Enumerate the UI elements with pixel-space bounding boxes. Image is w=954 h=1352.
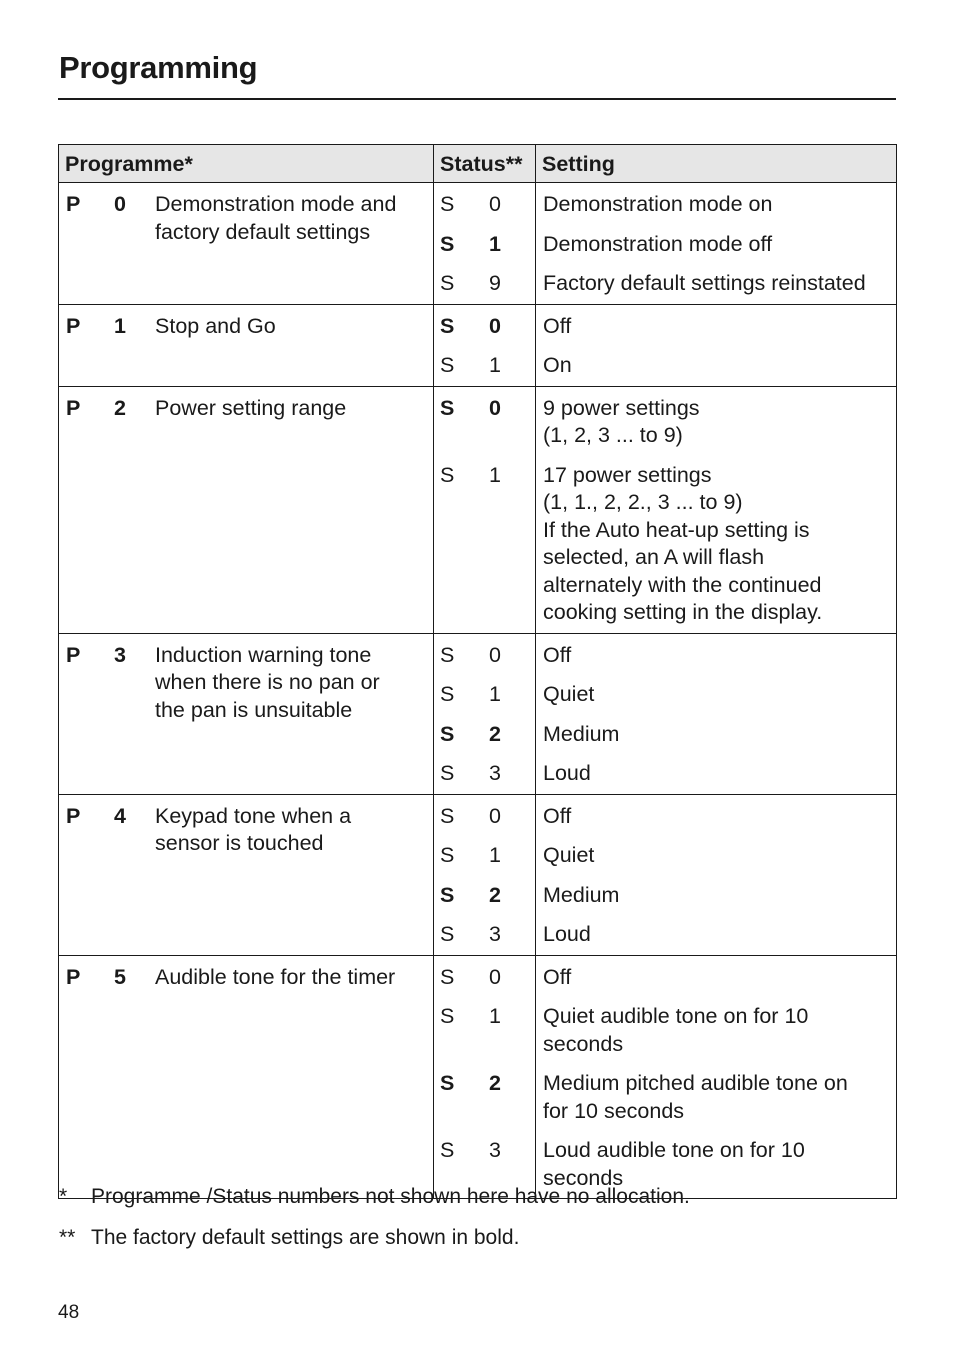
setting-line: Quiet audible tone on for 10 <box>543 1004 809 1028</box>
status-letter: S <box>440 803 455 828</box>
status-entry <box>440 721 535 749</box>
programme-description <box>155 313 427 341</box>
page-number: 48 <box>58 1302 80 1323</box>
setting-entry <box>543 1070 890 1125</box>
status-letter: S <box>440 682 455 706</box>
programme-number: 1 <box>114 313 126 338</box>
setting-entry <box>543 760 890 788</box>
setting-entry <box>543 842 890 870</box>
description-line: factory default settings <box>155 219 371 244</box>
setting-cell <box>536 183 897 305</box>
programme-number: 3 <box>114 642 126 667</box>
status-letter: S <box>440 1138 455 1162</box>
setting-line: Demonstration mode on <box>543 192 773 216</box>
setting-line: for 10 seconds <box>543 1098 685 1123</box>
table-row <box>59 183 897 305</box>
status-letter: S <box>440 395 455 420</box>
status-number: 3 <box>489 1138 501 1162</box>
setting-line: (1, 2, 3 ... to 9) <box>543 423 683 447</box>
programme-letter: P <box>66 642 81 667</box>
status-entry <box>440 191 535 219</box>
setting-line: selected, an A will flash <box>543 545 765 569</box>
description-line: the pan is unsuitable <box>155 697 353 722</box>
table-row <box>59 955 897 1199</box>
status-entry <box>440 642 535 670</box>
programme-cell <box>59 386 434 633</box>
status-cell <box>434 794 536 955</box>
status-entry <box>440 964 535 992</box>
description-line: Demonstration mode and <box>155 192 397 216</box>
description-line: Power setting range <box>155 395 347 420</box>
setting-entry <box>543 681 890 709</box>
status-letter: S <box>440 964 455 989</box>
programme-letter: P <box>66 964 81 989</box>
setting-line: Loud audible tone on for 10 <box>543 1138 805 1162</box>
programming-table <box>58 144 897 1199</box>
footnote-2-text: The factory default settings are shown in bold. <box>91 1226 520 1249</box>
setting-line: 17 power settings <box>543 462 712 487</box>
title-rule <box>58 98 896 100</box>
status-number: 0 <box>489 964 501 989</box>
description-line: Stop and Go <box>155 313 276 338</box>
setting-line: Off <box>543 964 572 989</box>
setting-line: Medium pitched audible tone on <box>543 1071 848 1095</box>
programme-number: 4 <box>114 803 126 828</box>
table-body <box>59 183 897 1199</box>
programme-description <box>155 964 427 992</box>
setting-line: seconds <box>543 1165 624 1190</box>
status-entry <box>440 1003 535 1058</box>
setting-entry <box>543 882 890 910</box>
description-line: Audible tone for the timer <box>155 964 396 989</box>
footnote-1-marker: * <box>59 1185 68 1208</box>
status-number: 0 <box>489 803 501 828</box>
status-letter: S <box>440 462 455 487</box>
status-letter: S <box>440 1071 455 1095</box>
programme-number: 2 <box>114 395 126 420</box>
header-setting: Setting <box>536 145 897 183</box>
programme-letter: P <box>66 192 81 216</box>
status-number: 0 <box>489 192 501 216</box>
programme-cell <box>59 304 434 386</box>
status-letter: S <box>440 761 455 785</box>
status-number: 0 <box>489 395 501 420</box>
status-number: 1 <box>489 231 501 256</box>
table-row <box>59 386 897 633</box>
setting-line: If the Auto heat-up setting is <box>543 517 810 542</box>
programme-number: 0 <box>114 192 126 216</box>
setting-line: Loud <box>543 761 591 785</box>
status-entry <box>440 270 535 298</box>
setting-entry <box>543 803 890 831</box>
status-letter: S <box>440 313 455 338</box>
setting-line: 9 power settings <box>543 395 700 420</box>
header-status: Status** <box>434 145 536 183</box>
table-row <box>59 633 897 794</box>
setting-entry <box>543 721 890 749</box>
header-programme: Programme* <box>59 145 434 183</box>
status-number: 0 <box>489 313 501 338</box>
status-number: 2 <box>489 1071 501 1095</box>
status-letter: S <box>440 192 455 216</box>
setting-line: Loud <box>543 922 591 946</box>
setting-entry <box>543 352 890 380</box>
status-entry <box>440 395 535 450</box>
setting-line: Demonstration mode off <box>543 231 773 256</box>
programme-cell <box>59 794 434 955</box>
page-title: Programming <box>59 50 258 85</box>
status-entry <box>440 681 535 709</box>
status-number: 2 <box>489 721 501 746</box>
status-entry <box>440 313 535 341</box>
status-letter: S <box>440 353 455 377</box>
setting-line: Quiet <box>543 682 595 706</box>
programme-description <box>155 395 427 423</box>
programme-cell <box>59 183 434 305</box>
programme-description <box>155 642 427 725</box>
status-letter: S <box>440 271 455 295</box>
status-cell <box>434 304 536 386</box>
status-entry <box>440 352 535 380</box>
setting-line: Off <box>543 803 572 828</box>
table-header-row <box>59 145 897 183</box>
status-number: 2 <box>489 882 501 907</box>
setting-cell <box>536 386 897 633</box>
status-letter: S <box>440 1004 455 1028</box>
setting-entry <box>543 231 890 259</box>
status-number: 0 <box>489 642 501 667</box>
status-number: 9 <box>489 271 501 295</box>
description-line: when there is no pan or <box>155 670 380 694</box>
setting-entry <box>543 270 890 298</box>
programme-cell <box>59 955 434 1199</box>
status-number: 1 <box>489 843 501 867</box>
programme-letter: P <box>66 313 81 338</box>
programme-number: 5 <box>114 964 126 989</box>
programme-letter: P <box>66 803 81 828</box>
programme-cell <box>59 633 434 794</box>
setting-entry <box>543 313 890 341</box>
setting-line: seconds <box>543 1031 624 1056</box>
description-line: Induction warning tone <box>155 642 372 667</box>
status-letter: S <box>440 721 455 746</box>
status-number: 1 <box>489 1004 501 1028</box>
description-line: sensor is touched <box>155 831 324 855</box>
setting-entry <box>543 191 890 219</box>
status-entry <box>440 803 535 831</box>
setting-line: On <box>543 353 572 377</box>
status-entry <box>440 842 535 870</box>
status-cell <box>434 633 536 794</box>
status-cell <box>434 183 536 305</box>
programme-description <box>155 191 427 246</box>
status-entry <box>440 462 535 627</box>
setting-entry <box>543 395 890 450</box>
programme-description <box>155 803 427 858</box>
setting-cell <box>536 794 897 955</box>
setting-line: Quiet <box>543 843 595 867</box>
setting-line: (1, 1., 2, 2., 3 ... to 9) <box>543 490 743 514</box>
setting-line: Medium <box>543 721 620 746</box>
setting-entry <box>543 964 890 992</box>
setting-entry <box>543 642 890 670</box>
status-number: 1 <box>489 353 501 377</box>
status-number: 3 <box>489 761 501 785</box>
setting-line: cooking setting in the display. <box>543 600 823 624</box>
setting-line: Off <box>543 313 572 338</box>
status-letter: S <box>440 231 455 256</box>
status-entry <box>440 921 535 949</box>
setting-cell <box>536 955 897 1199</box>
status-letter: S <box>440 882 455 907</box>
status-number: 3 <box>489 922 501 946</box>
table-row <box>59 304 897 386</box>
status-number: 1 <box>489 682 501 706</box>
status-entry <box>440 1137 535 1192</box>
status-number: 1 <box>489 462 501 487</box>
setting-entry <box>543 921 890 949</box>
setting-entry <box>543 462 890 627</box>
setting-line: alternately with the continued <box>543 572 822 597</box>
description-line: Keypad tone when a <box>155 803 352 828</box>
status-entry <box>440 231 535 259</box>
status-letter: S <box>440 642 455 667</box>
setting-line: Factory default settings reinstated <box>543 271 866 295</box>
programme-letter: P <box>66 395 81 420</box>
status-letter: S <box>440 922 455 946</box>
setting-cell <box>536 304 897 386</box>
status-cell <box>434 955 536 1199</box>
status-entry <box>440 760 535 788</box>
status-letter: S <box>440 843 455 867</box>
footnote-2-marker: ** <box>59 1226 76 1249</box>
setting-line: Medium <box>543 882 620 907</box>
setting-cell <box>536 633 897 794</box>
setting-line: Off <box>543 642 572 667</box>
status-cell <box>434 386 536 633</box>
setting-entry <box>543 1137 890 1192</box>
footnote-1-text: Programme /Status numbers not shown here have no allocation. <box>91 1185 690 1208</box>
status-entry <box>440 882 535 910</box>
table-row <box>59 794 897 955</box>
status-entry <box>440 1070 535 1125</box>
setting-entry <box>543 1003 890 1058</box>
